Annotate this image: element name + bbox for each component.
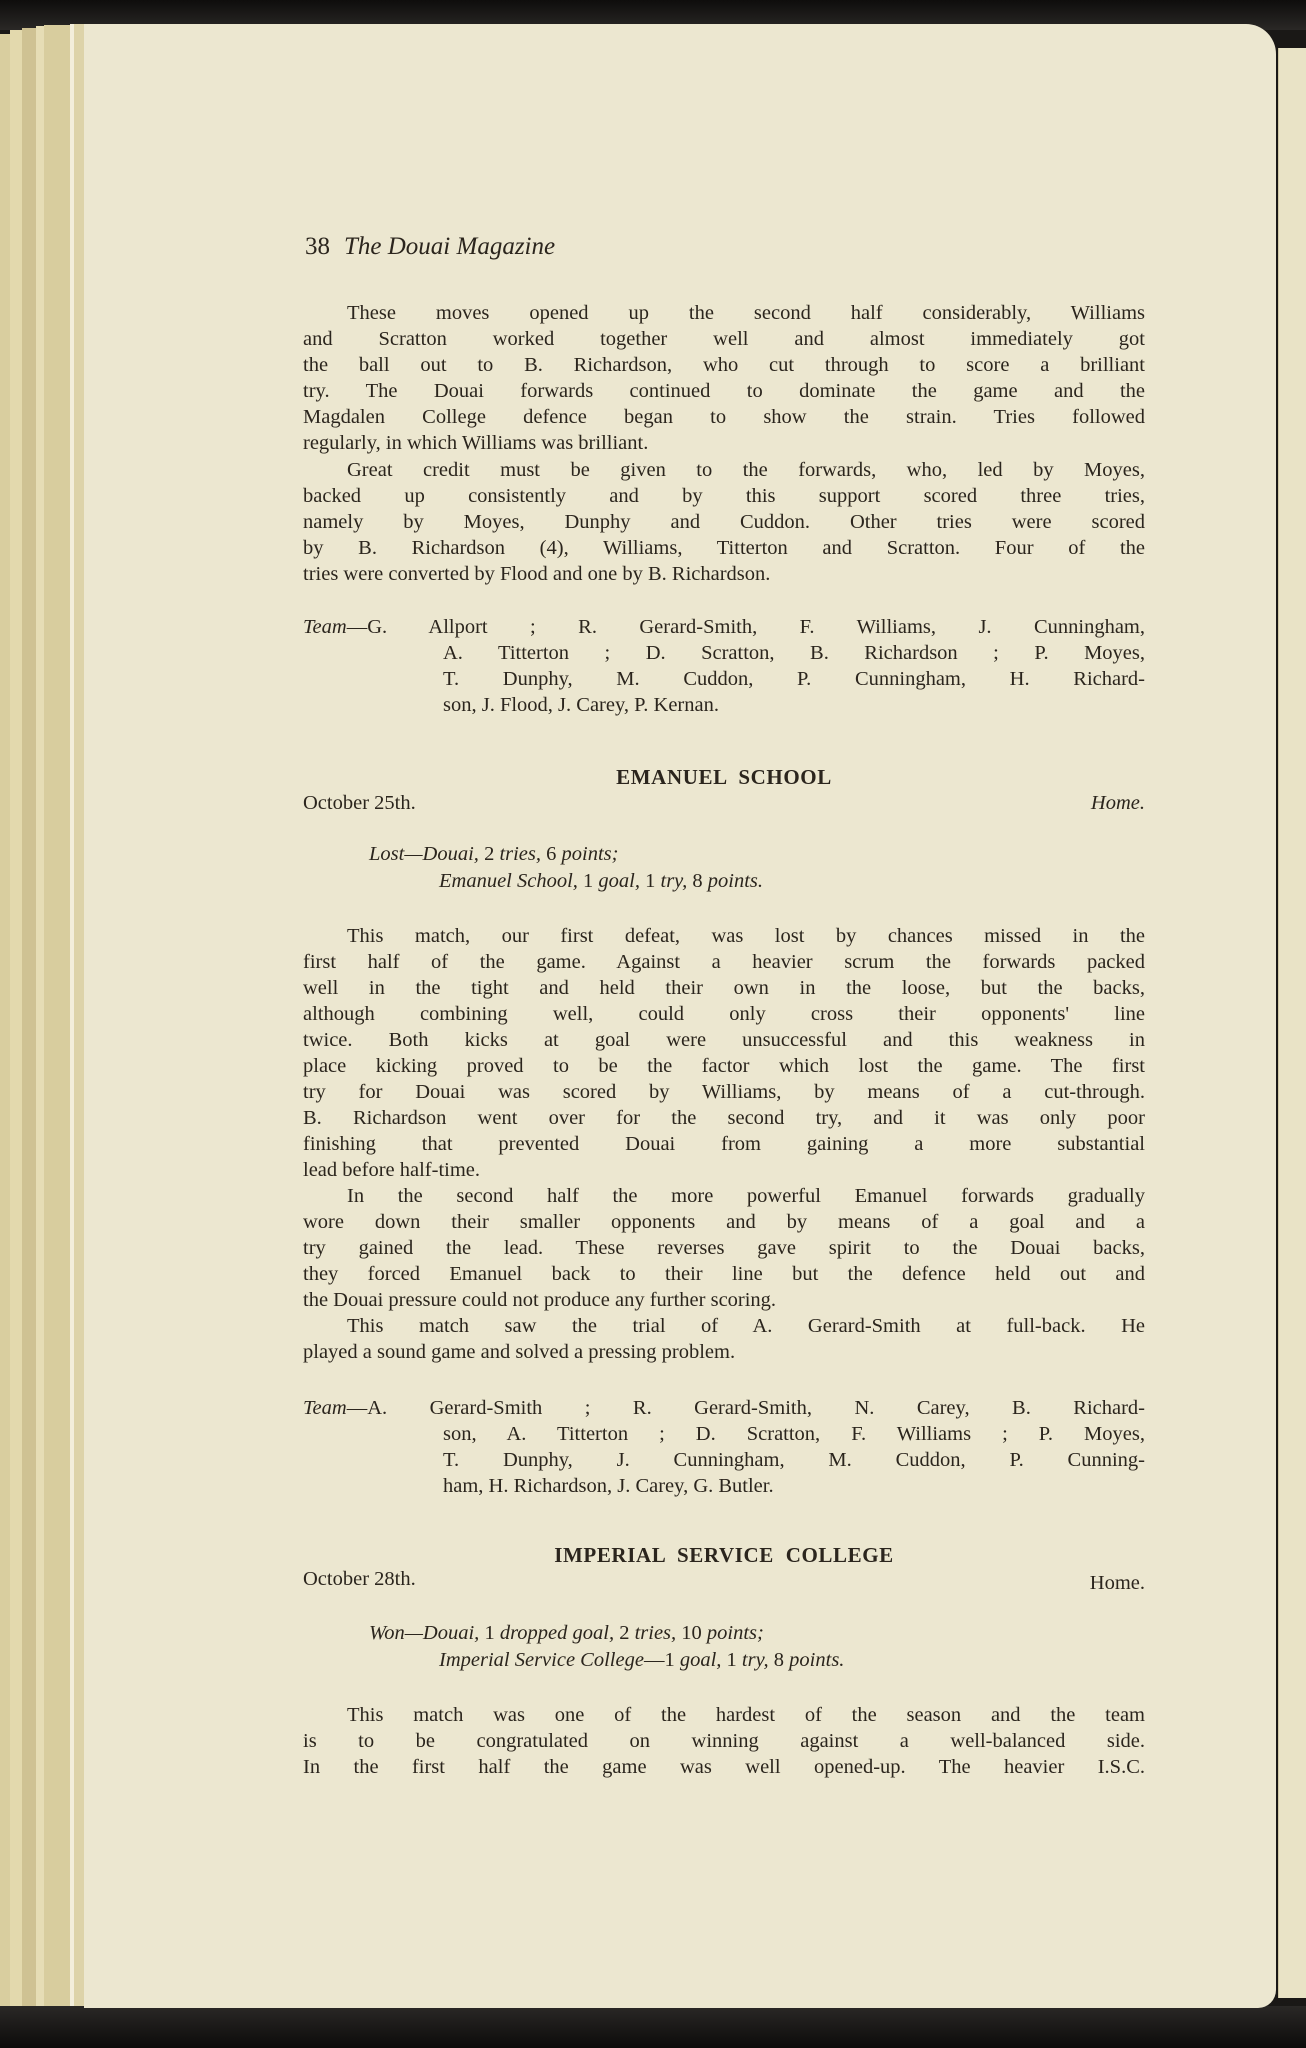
text-line: try. The Douai forwards continued to dominate the game and the	[303, 380, 1145, 402]
team-name: Emanuel School,	[439, 870, 578, 892]
team-list-line	[303, 614, 1145, 640]
book-binding-bottom	[0, 2006, 1306, 2048]
score-number: 2	[614, 1622, 635, 1644]
match-result-line	[439, 1649, 844, 1672]
text-line: namely by Moyes, Dunphy and Cuddon. Other tries were scored	[303, 511, 1145, 533]
text-line: place kicking proved to be the factor which lost the game. The first	[303, 1055, 1145, 1077]
page-edge	[22, 28, 36, 2012]
score-unit: points;	[561, 843, 619, 865]
score-unit: goal,	[598, 870, 640, 892]
score-number: 8	[687, 870, 708, 892]
score-unit: points.	[789, 1649, 845, 1671]
text-line: the Douai pressure could not produce any further scoring.	[303, 1289, 777, 1311]
text-line: although combining well, could only cross their opponents' line	[303, 1003, 1145, 1025]
team-list-line: son, J. Flood, J. Carey, P. Kernan.	[443, 694, 719, 716]
score-number: 1	[640, 870, 661, 892]
team-list-line: son, A. Titterton ; D. Scratton, F. Williams ; P. Moyes,	[443, 1423, 1145, 1445]
text-line: In the first half the game was well opened-up. The heavier I.S.C.	[303, 1756, 1145, 1778]
text-line: In the second half the more powerful Emanuel forwards gradually	[347, 1185, 1145, 1207]
score-unit: tries,	[634, 1622, 677, 1644]
text-line: the ball out to B. Richardson, who cut through to score a brilliant	[303, 354, 1145, 376]
page-edge	[74, 24, 84, 2008]
team-list-line: T. Dunphy, J. Cunningham, M. Cuddon, P. Cunning-	[443, 1449, 1145, 1471]
score-number: 10	[676, 1622, 707, 1644]
text-line: well in the tight and held their own in the loose, but the backs,	[303, 977, 1145, 999]
magazine-title: The Douai Magazine	[344, 233, 556, 260]
score-number: 8	[768, 1649, 790, 1671]
score-number: 1	[479, 1622, 500, 1644]
text-line: twice. Both kicks at goal were unsuccessful and this weakness in	[303, 1029, 1145, 1051]
team-list-line	[303, 1395, 1145, 1421]
text-line: This match, our first defeat, was lost by chances missed in the	[347, 925, 1145, 947]
team-names: —A. Gerard-Smith ; R. Gerard-Smith, N. Carey, B. Richard-	[346, 1397, 1145, 1419]
team-name: —Douai,	[404, 843, 479, 865]
team-name: Imperial Service College	[439, 1649, 644, 1671]
page-edge	[0, 34, 10, 2018]
text-line: This match was one of the hardest of the season and the team	[347, 1704, 1145, 1726]
text-line: B. Richardson went over for the second try, and it was only poor	[303, 1107, 1145, 1129]
team-list-line: ham, H. Richardson, J. Carey, G. Butler.	[443, 1475, 774, 1497]
result-label: Lost	[369, 843, 405, 865]
text-line: try for Douai was scored by Williams, by means of a cut-through.	[303, 1081, 1145, 1103]
match-result-line	[369, 843, 618, 866]
score-unit: goal,	[679, 1649, 722, 1671]
score-unit: tries,	[499, 843, 542, 865]
text-line: wore down their smaller opponents and by means of a goal and a	[303, 1211, 1145, 1233]
match-result-line	[439, 870, 763, 893]
page-edge	[36, 26, 44, 2010]
facing-page-edge	[1278, 48, 1306, 1998]
text-line: backed up consistently and by this support scored three tries,	[303, 485, 1145, 507]
score-unit: dropped goal,	[499, 1622, 615, 1644]
text-line: Great credit must be given to the forwards, who, led by Moyes,	[347, 459, 1145, 481]
text-line: they forced Emanuel back to their line but the defence held out and	[303, 1263, 1145, 1285]
page-edge	[44, 25, 70, 2009]
team-list-line: A. Titterton ; D. Scratton, B. Richardson ; P. Moyes,	[443, 642, 1145, 664]
text-line: played a sound game and solved a pressing problem.	[303, 1341, 736, 1363]
team-label: Team	[303, 616, 347, 638]
text-line: These moves opened up the second half considerably, Williams	[347, 302, 1145, 324]
text-line: finishing that prevented Douai from gaining a more substantial	[303, 1133, 1145, 1155]
team-names: —G. Allport ; R. Gerard-Smith, F. Williams, J. Cunningham,	[346, 616, 1145, 638]
score-number: —1	[643, 1649, 680, 1671]
match-venue: Home.	[1089, 1572, 1145, 1594]
match-date: October 28th.	[303, 1568, 416, 1590]
team-label: Team	[303, 1397, 347, 1419]
text-line: regularly, in which Williams was brilliant.	[303, 432, 649, 454]
text-line: first half of the game. Against a heavier scrum the forwards packed	[303, 951, 1145, 973]
text-line: Magdalen College defence began to show the strain. Tries followed	[303, 406, 1145, 428]
text-line: tries were converted by Flood and one by B. Richardson.	[303, 563, 771, 585]
text-line: is to be congratulated on winning against a well-balanced side.	[303, 1730, 1145, 1752]
score-unit: try,	[741, 1649, 769, 1671]
text-line: try gained the lead. These reverses gave spirit to the Douai backs,	[303, 1237, 1145, 1259]
team-name: —Douai,	[404, 1622, 480, 1644]
match-heading: EMANUEL SCHOOL	[616, 765, 832, 789]
score-unit: points;	[706, 1622, 764, 1644]
match-result-line	[369, 1622, 764, 1645]
score-number: 1	[577, 870, 599, 892]
page-edge	[10, 30, 22, 2014]
match-date: October 25th.	[303, 792, 416, 814]
score-number: 6	[541, 843, 562, 865]
match-heading: IMPERIAL SERVICE COLLEGE	[554, 1543, 894, 1567]
text-line: and Scratton worked together well and almost immediately got	[303, 328, 1145, 350]
running-head	[305, 233, 555, 261]
score-number: 1	[721, 1649, 742, 1671]
page-number: 38	[305, 233, 330, 260]
result-label: Won	[369, 1622, 405, 1644]
score-unit: try,	[660, 870, 688, 892]
text-line: This match saw the trial of A. Gerard-Smith at full-back. He	[347, 1315, 1145, 1337]
score-number: 2	[478, 843, 500, 865]
score-unit: points.	[707, 870, 764, 892]
text-line: lead before half-time.	[303, 1159, 481, 1181]
team-list-line: T. Dunphy, M. Cuddon, P. Cunningham, H. Richard-	[443, 668, 1145, 690]
text-line: by B. Richardson (4), Williams, Titterton and Scratton. Four of the	[303, 537, 1145, 559]
match-venue: Home.	[1090, 792, 1145, 814]
